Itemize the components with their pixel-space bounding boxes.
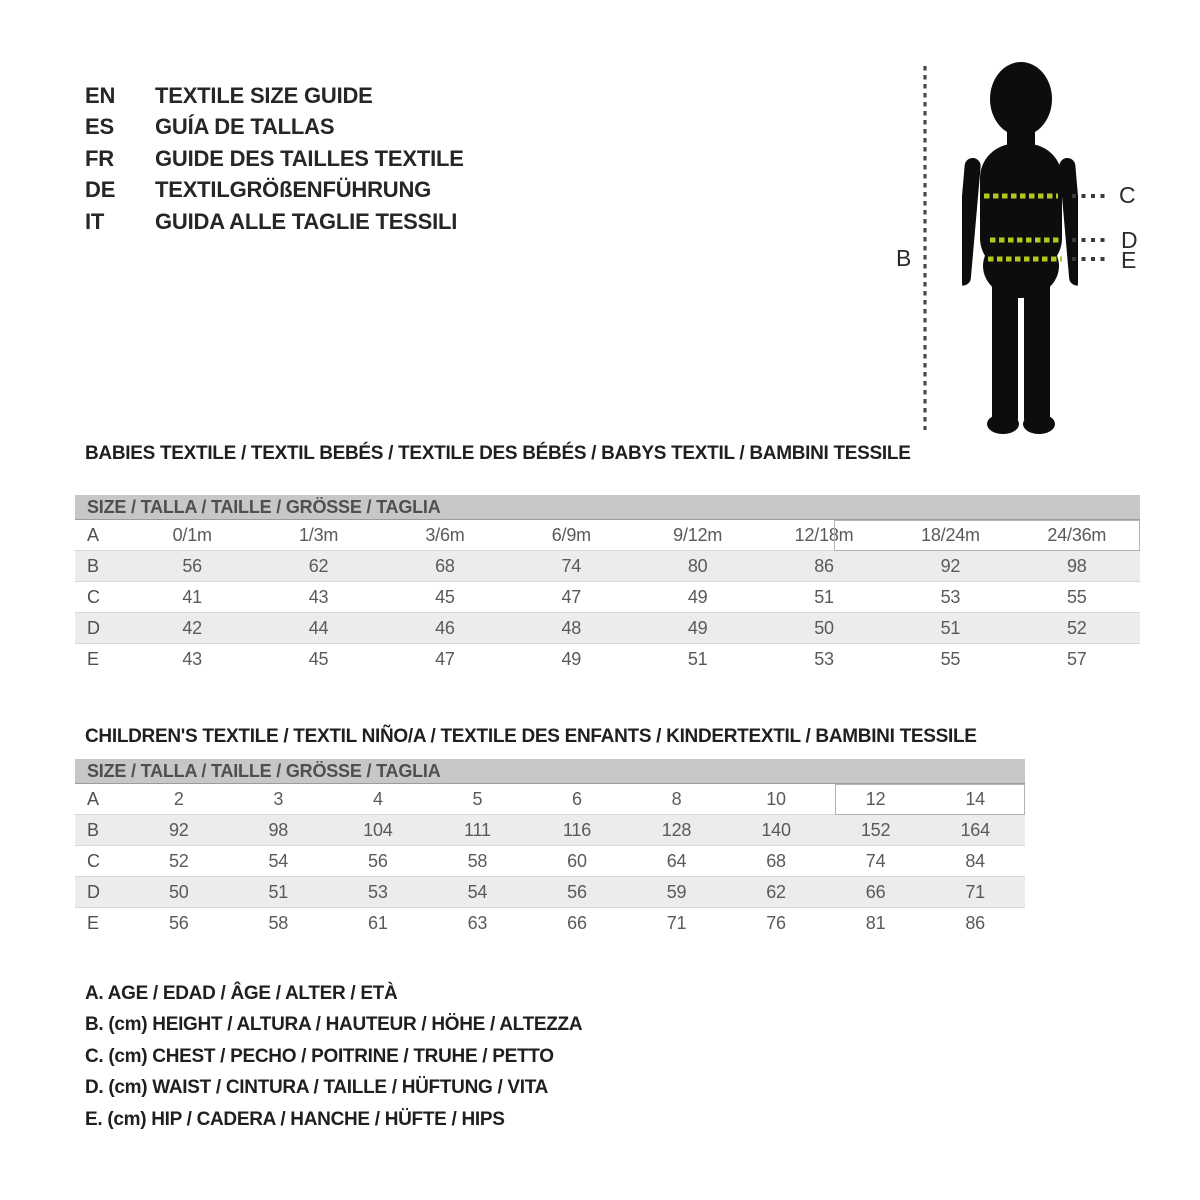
table-cell: 49 xyxy=(635,582,761,613)
table-cell: 66 xyxy=(527,908,627,939)
table-cell: 59 xyxy=(627,877,727,908)
table-cell: 45 xyxy=(382,582,508,613)
table-cell: 6/9m xyxy=(551,524,591,545)
table-cell: 24/36m xyxy=(1047,524,1107,545)
table-row xyxy=(75,644,1140,675)
table-cell: 18/24m xyxy=(921,524,980,545)
hip-measure-label: E xyxy=(1121,247,1137,273)
table-cell: 58 xyxy=(229,908,329,939)
table-cell: 61 xyxy=(328,908,428,939)
language-code: EN xyxy=(85,83,116,108)
table-cell: 45 xyxy=(255,644,381,675)
table-cell: 48 xyxy=(508,613,634,644)
table-row xyxy=(75,551,1140,582)
table-cell: 49 xyxy=(508,644,634,675)
table-cell: 128 xyxy=(627,815,727,846)
table-cell: 9/12m xyxy=(673,524,723,545)
table-cell: 140 xyxy=(726,815,826,846)
table-cell: 152 xyxy=(826,815,926,846)
legend-item-height: B. (cm) HEIGHT / ALTURA / HAUTEUR / HÖHE / ALTEZZA xyxy=(85,1014,583,1036)
table-cell: 56 xyxy=(328,846,428,877)
table-cell: 0/1m xyxy=(172,524,212,545)
table-cell: 49 xyxy=(635,613,761,644)
table-cell: 51 xyxy=(761,582,887,613)
table-cell: 52 xyxy=(1014,613,1140,644)
row-label: A xyxy=(87,524,99,545)
table-cell: 5 xyxy=(472,788,483,809)
table-cell: 86 xyxy=(761,551,887,582)
babies-size-table xyxy=(75,495,1140,674)
table-cell: 55 xyxy=(887,644,1013,675)
table-cell: 60 xyxy=(527,846,627,877)
table-cell: 6 xyxy=(572,788,582,809)
table-row xyxy=(75,908,1025,939)
table-cell: 47 xyxy=(508,582,634,613)
table-cell: 80 xyxy=(635,551,761,582)
language-code: IT xyxy=(85,208,105,234)
children-size-table xyxy=(75,759,1025,938)
height-measure-label: B xyxy=(896,245,912,271)
table-cell: 44 xyxy=(255,613,381,644)
table-cell: 42 xyxy=(129,613,255,644)
table-cell: 71 xyxy=(925,877,1025,908)
table-row xyxy=(75,582,1140,613)
table-cell: 56 xyxy=(527,877,627,908)
table-cell: 46 xyxy=(382,613,508,644)
table-cell: 56 xyxy=(129,908,229,939)
table-cell: 53 xyxy=(761,644,887,675)
table-cell: 86 xyxy=(925,908,1025,939)
row-label: C xyxy=(75,846,129,877)
table-cell: 81 xyxy=(826,908,926,939)
guide-title: GUIDA ALLE TAGLIE TESSILI xyxy=(155,208,458,234)
table-row xyxy=(75,613,1140,644)
guide-title: TEXTILGRÖßENFÜHRUNG xyxy=(155,177,432,203)
list-item xyxy=(85,111,464,142)
row-label: B xyxy=(75,815,129,846)
list-item xyxy=(85,174,464,205)
table-cell: 71 xyxy=(627,908,727,939)
table-cell: 43 xyxy=(255,582,381,613)
table-cell: 12/18m xyxy=(794,524,854,545)
table-row xyxy=(75,846,1025,877)
table-cell: 8 xyxy=(671,788,682,809)
children-table xyxy=(75,784,1025,938)
table-cell: 43 xyxy=(129,644,255,675)
table-row xyxy=(75,815,1025,846)
table-cell: 10 xyxy=(766,788,786,809)
table-cell: 47 xyxy=(382,644,508,675)
table-cell: 14 xyxy=(965,788,985,809)
table-cell: 3/6m xyxy=(425,524,465,545)
table-cell: 63 xyxy=(428,908,528,939)
table-cell: 55 xyxy=(1014,582,1140,613)
table-cell: 68 xyxy=(382,551,508,582)
table-cell: 92 xyxy=(887,551,1013,582)
table-cell: 92 xyxy=(129,815,229,846)
measurement-legend xyxy=(85,978,582,1135)
size-header-band: SIZE / TALLA / TAILLE / GRÖSSE / TAGLIA xyxy=(75,759,1025,784)
guide-title: GUÍA DE TALLAS xyxy=(155,114,335,140)
table-cell: 84 xyxy=(925,846,1025,877)
table-cell: 68 xyxy=(726,846,826,877)
table-cell: 66 xyxy=(826,877,926,908)
table-cell: 58 xyxy=(428,846,528,877)
table-cell: 51 xyxy=(887,613,1013,644)
table-cell: 104 xyxy=(328,815,428,846)
table-cell: 57 xyxy=(1014,644,1140,675)
table-cell: 116 xyxy=(527,815,627,846)
legend-item-hip: E. (cm) HIP / CADERA / HANCHE / HÜFTE / HIPS xyxy=(85,1108,505,1130)
table-cell: 50 xyxy=(129,877,229,908)
row-label: A xyxy=(87,788,99,809)
row-label: E xyxy=(75,908,129,939)
table-cell: 2 xyxy=(173,788,184,809)
babies-section-heading: BABIES TEXTILE / TEXTIL BEBÉS / TEXTILE DES BÉBÉS / BABYS TEXTIL / BAMBINI TESSILE xyxy=(85,443,911,464)
table-row xyxy=(75,520,1140,551)
list-item xyxy=(85,143,464,174)
row-label: D xyxy=(75,877,129,908)
row-label: E xyxy=(75,644,129,675)
table-cell: 50 xyxy=(761,613,887,644)
table-cell: 76 xyxy=(726,908,826,939)
legend-item-age: A. AGE / EDAD / ÂGE / ALTER / ETÀ xyxy=(85,983,398,1004)
list-item xyxy=(85,206,464,237)
table-cell: 98 xyxy=(229,815,329,846)
table-row xyxy=(75,784,1025,815)
table-cell: 74 xyxy=(826,846,926,877)
waist-measure-label: D xyxy=(1121,227,1138,253)
table-row xyxy=(75,877,1025,908)
table-cell: 53 xyxy=(887,582,1013,613)
language-code: FR xyxy=(85,145,114,171)
language-code: DE xyxy=(85,177,116,203)
table-cell: 51 xyxy=(229,877,329,908)
table-cell: 62 xyxy=(255,551,381,582)
table-cell: 74 xyxy=(508,551,634,582)
legend-item-waist: D. (cm) WAIST / CINTURA / TAILLE / HÜFTUNG / VITA xyxy=(85,1077,549,1099)
table-cell: 1/3m xyxy=(298,524,339,545)
row-label: C xyxy=(75,582,129,613)
table-cell: 41 xyxy=(129,582,255,613)
table-cell: 164 xyxy=(925,815,1025,846)
table-cell: 12 xyxy=(865,788,886,809)
table-cell: 54 xyxy=(428,877,528,908)
table-cell: 3 xyxy=(273,788,284,809)
table-cell: 111 xyxy=(428,815,528,846)
row-label: D xyxy=(75,613,129,644)
table-cell: 98 xyxy=(1014,551,1140,582)
table-cell: 54 xyxy=(229,846,329,877)
table-cell: 56 xyxy=(129,551,255,582)
language-title-list xyxy=(85,80,464,237)
language-code: ES xyxy=(85,114,114,140)
table-cell: 4 xyxy=(372,788,383,809)
table-cell: 52 xyxy=(129,846,229,877)
guide-title: TEXTILE SIZE GUIDE xyxy=(155,83,373,108)
children-section-heading: CHILDREN'S TEXTILE / TEXTIL NIÑO/A / TEXTILE DES ENFANTS / KINDERTEXTIL / BAMBINI TESSILE xyxy=(85,726,977,747)
chest-measure-label: C xyxy=(1119,182,1136,208)
table-cell: 53 xyxy=(328,877,428,908)
table-cell: 62 xyxy=(726,877,826,908)
guide-title: GUIDE DES TAILLES TEXTILE xyxy=(155,145,464,171)
babies-table xyxy=(75,520,1140,674)
list-item xyxy=(85,80,464,111)
table-cell: 64 xyxy=(627,846,727,877)
table-cell: 51 xyxy=(635,644,761,675)
legend-item-chest: C. (cm) CHEST / PECHO / POITRINE / TRUHE / PETTO xyxy=(85,1045,554,1067)
row-label: B xyxy=(75,551,129,582)
size-header-band: SIZE / TALLA / TAILLE / GRÖSSE / TAGLIA xyxy=(75,495,1140,520)
